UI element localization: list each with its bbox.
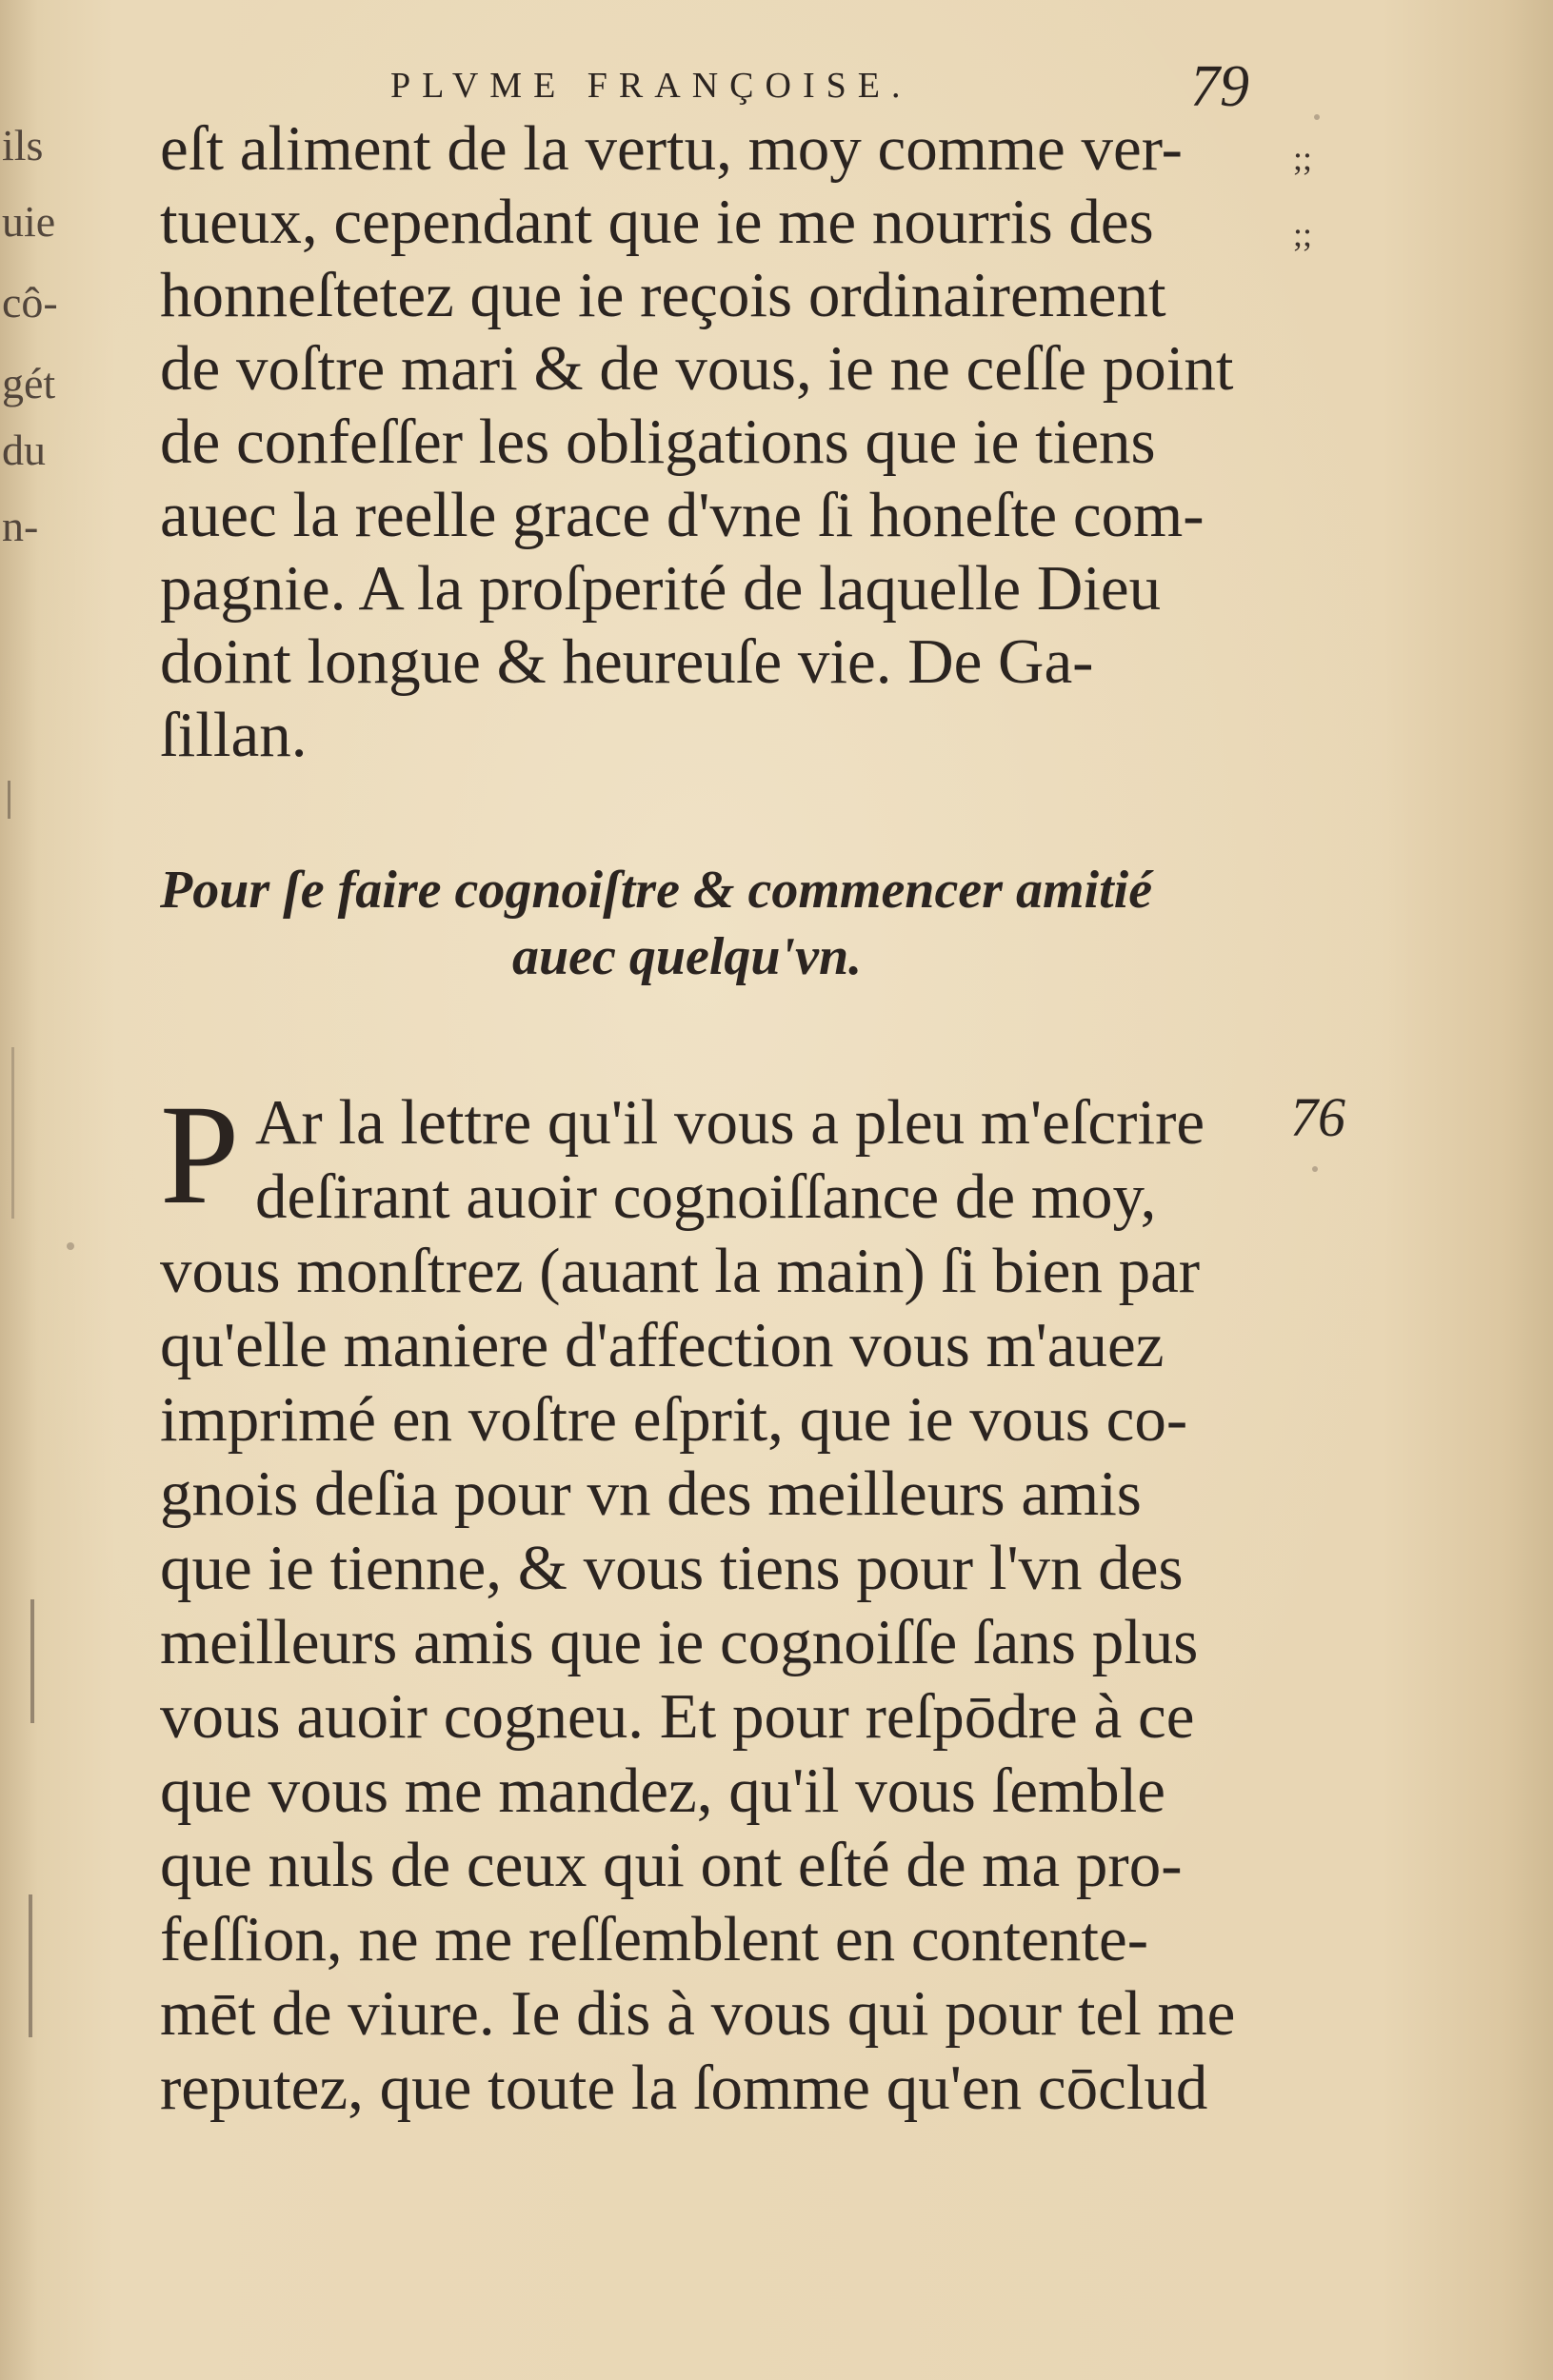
bleed-fragment: cô- — [2, 278, 58, 327]
text-line: Ar la lettre qu'il vous a pleu m'eſcrire — [255, 1087, 1205, 1158]
text-line: que ie tienne, & vous tiens pour l'vn des — [160, 1533, 1184, 1603]
text-line: de voſtre mari & de vous, ie ne ceſſe point — [160, 333, 1234, 404]
text-line: feſſion, ne me reſſemblent en contente- — [160, 1904, 1149, 1974]
ink-spot — [67, 1242, 74, 1250]
text-line: ſillan. — [160, 700, 308, 770]
text-line: que nuls de ceux qui ont eſté de ma pro- — [160, 1830, 1183, 1900]
text-line: honneſtetez que ie reçois ordinairement — [160, 260, 1166, 330]
margin-mark — [30, 1599, 34, 1723]
running-title: PLVME FRANÇOISE. — [390, 66, 912, 106]
continued-text — [160, 112, 1284, 772]
page-number: 79 — [1190, 54, 1249, 119]
section-heading — [160, 857, 1284, 990]
quote-mark: ;; — [1293, 139, 1313, 177]
text-line: que vous me mandez, qu'il vous ſemble — [160, 1755, 1165, 1826]
text-line: vous monſtrez (auant la main) ſi bien par — [160, 1236, 1201, 1306]
text-line: pagnie. A la proſperité de laquelle Dieu — [160, 553, 1162, 624]
bleed-fragment: du — [2, 426, 46, 474]
text-line: imprimé en voſtre eſprit, que ie vous co- — [160, 1384, 1188, 1455]
ink-spot — [1312, 1166, 1318, 1172]
margin-mark — [29, 1894, 32, 2037]
heading-line-2: auec quelqu'vn. — [512, 927, 863, 986]
text-line: mēt de viure. Ie dis à vous qui pour tel me — [160, 1978, 1236, 2049]
text-line: reputez, que toute la ſomme qu'en cōclud — [160, 2053, 1208, 2123]
text-line: qu'elle maniere d'affection vous m'auez — [160, 1310, 1165, 1380]
text-line: de confeſſer les obligations que ie tiens — [160, 407, 1156, 477]
bleed-fragment: ils — [2, 121, 44, 169]
letter-body — [160, 1076, 1284, 2125]
text-line: deſirant auoir cognoiſſance de moy, — [255, 1161, 1157, 1232]
marginal-number: 76 — [1290, 1086, 1345, 1148]
text-line: eſt aliment de la vertu, moy comme ver- — [160, 113, 1183, 184]
text-line: vous auoir cogneu. Et pour reſpōdre à ce — [160, 1681, 1195, 1752]
text-line: gnois deſia pour vn des meilleurs amis — [160, 1458, 1142, 1529]
text-line: meilleurs amis que ie cognoiſſe ſans plus — [160, 1607, 1199, 1677]
bleed-fragment: uie — [2, 197, 56, 246]
margin-mark — [8, 781, 10, 819]
drop-capital: P — [160, 1076, 240, 1234]
margin-mark — [11, 1047, 14, 1219]
heading-line-1: Pour ſe faire cognoiſtre & commencer amitié — [160, 861, 1153, 920]
facing-page-bleed — [0, 121, 67, 619]
quote-mark: ;; — [1293, 215, 1313, 253]
text-line: doint longue & heureuſe vie. De Ga- — [160, 626, 1094, 697]
text-line: auec la reelle grace d'vne ſi honeſte com- — [160, 480, 1205, 550]
bleed-fragment: n- — [2, 502, 39, 550]
text-line: tueux, cependant que ie me nourris des — [160, 187, 1154, 257]
bleed-fragment: gét — [2, 359, 56, 407]
